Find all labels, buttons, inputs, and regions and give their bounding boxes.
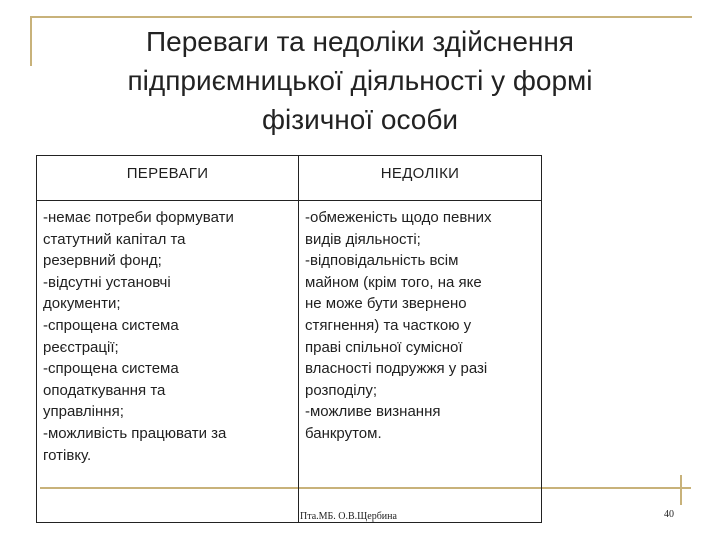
table-header-row: [37, 156, 542, 201]
slide-title: Переваги та недоліки здійснення підприємницької діяльності у формі фізичної особи: [127, 26, 593, 135]
advantages-cell: [37, 201, 299, 523]
frame-left-line: [30, 16, 32, 66]
page-number: 40: [664, 509, 674, 520]
disadvantages-text: -обмеженість щодо певних видів діяльності; -відповідальність всім майном (крім того, на яке не може бути звернено стягнення) та часткою у праві спільної сумісної власності подружжя у разі розподілу; -можливе визнання банкрутом.: [305, 209, 492, 442]
table-row: [37, 201, 542, 523]
advantages-text: -немає потреби формувати статутний капітал та резервний фонд; -відсутні установчі документи; -спрощена система реєстрації; -спрощена система оподаткування та управління; -можливість працювати за готівку.: [43, 209, 234, 464]
header-disadvantages: НЕДОЛІКИ: [299, 156, 542, 201]
footer-author: Пта.МБ. О.В.Щербина: [300, 511, 397, 522]
header-advantages: ПЕРЕВАГИ: [37, 156, 299, 201]
frame-top-line: [30, 16, 692, 18]
disadvantages-cell: [299, 201, 542, 523]
comparison-table: [36, 155, 542, 523]
frame-right-line: [680, 475, 682, 505]
